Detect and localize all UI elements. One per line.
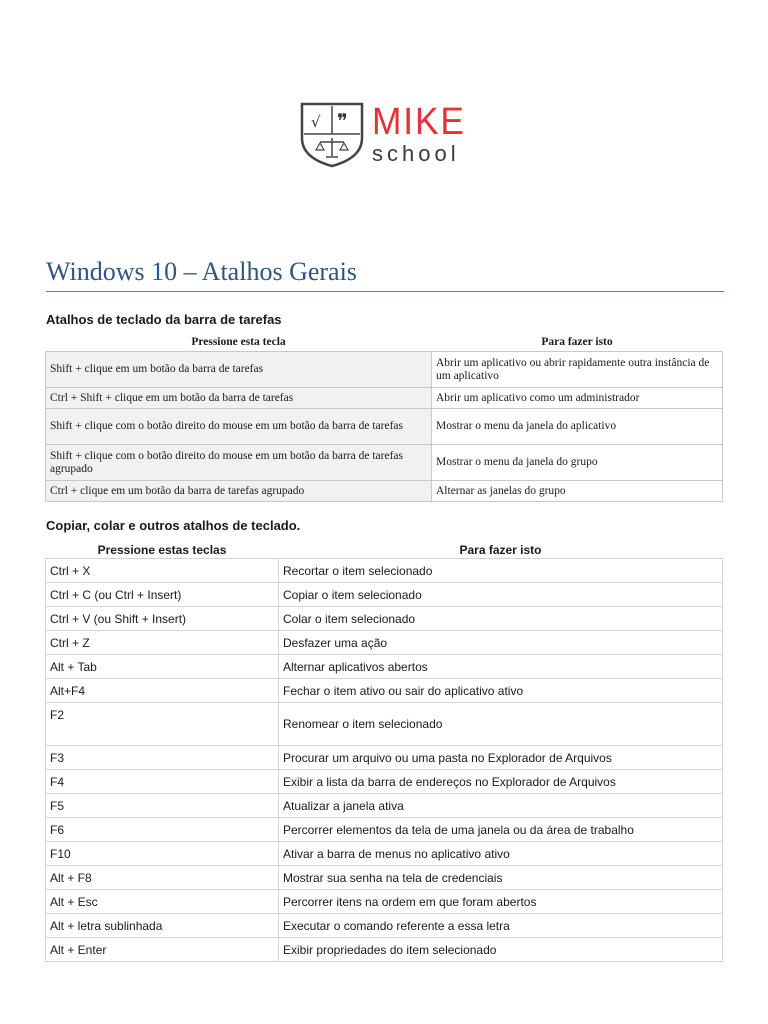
shortcut-action-cell: Renomear o item selecionado bbox=[279, 703, 723, 746]
column-header-key: Pressione esta tecla bbox=[191, 336, 286, 348]
table-row bbox=[46, 481, 723, 502]
shield-logo-icon bbox=[298, 100, 366, 168]
shortcut-key-cell: F3 bbox=[46, 746, 279, 770]
table-row bbox=[46, 818, 723, 842]
table-row bbox=[46, 388, 723, 409]
shortcut-key-cell: Ctrl + Shift + clique em um botão da barra de tarefas bbox=[46, 388, 432, 409]
table-row bbox=[46, 559, 723, 583]
shortcut-action-cell: Mostrar sua senha na tela de credenciais bbox=[279, 866, 723, 890]
shortcut-action-cell: Alternar aplicativos abertos bbox=[279, 655, 723, 679]
shortcut-action-cell: Atualizar a janela ativa bbox=[279, 794, 723, 818]
table-row bbox=[46, 794, 723, 818]
shortcut-key-cell: F10 bbox=[46, 842, 279, 866]
taskbar-shortcuts-heading: Atalhos de teclado da barra de tarefas bbox=[46, 312, 282, 327]
page-title: Windows 10 – Atalhos Gerais bbox=[46, 257, 357, 286]
table-row bbox=[46, 703, 723, 746]
shortcut-key-cell: Shift + clique em um botão da barra de tarefas bbox=[46, 352, 432, 388]
shortcut-key-cell: Alt + letra sublinhada bbox=[46, 914, 279, 938]
shortcut-key-cell: Ctrl + V (ou Shift + Insert) bbox=[46, 607, 279, 631]
table-row bbox=[46, 352, 723, 388]
shortcut-action-cell: Abrir um aplicativo ou abrir rapidamente outra instância de um aplicativo bbox=[432, 352, 723, 388]
table-row bbox=[46, 679, 723, 703]
shortcut-key-cell: Shift + clique com o botão direito do mouse em um botão da barra de tarefas bbox=[46, 409, 432, 445]
shortcut-action-cell: Percorrer itens na ordem em que foram abertos bbox=[279, 890, 723, 914]
shortcut-action-cell: Recortar o item selecionado bbox=[279, 559, 723, 583]
shortcut-key-cell: F6 bbox=[46, 818, 279, 842]
shortcut-action-cell: Abrir um aplicativo como um administrador bbox=[432, 388, 723, 409]
shortcut-key-cell: Ctrl + C (ou Ctrl + Insert) bbox=[46, 583, 279, 607]
title-underline bbox=[46, 291, 724, 292]
logo-subtitle: school bbox=[372, 141, 460, 166]
shortcut-action-cell: Fechar o item ativo ou sair do aplicativo ativo bbox=[279, 679, 723, 703]
shortcut-action-cell: Mostrar o menu da janela do grupo bbox=[432, 445, 723, 481]
shortcut-key-cell: Alt + F8 bbox=[46, 866, 279, 890]
shortcut-action-cell: Executar o comando referente a essa letra bbox=[279, 914, 723, 938]
taskbar-shortcuts-table bbox=[45, 334, 723, 502]
table-header-row bbox=[46, 541, 723, 559]
table-header-row bbox=[46, 334, 723, 352]
table-row bbox=[46, 746, 723, 770]
mike-school-logo bbox=[298, 100, 473, 170]
shortcut-key-cell: F5 bbox=[46, 794, 279, 818]
shortcut-action-cell: Exibir propriedades do item selecionado bbox=[279, 938, 723, 962]
table-row bbox=[46, 914, 723, 938]
table-row bbox=[46, 866, 723, 890]
column-header-action: Para fazer isto bbox=[541, 336, 613, 348]
svg-text:√: √ bbox=[311, 113, 321, 131]
table-row bbox=[46, 445, 723, 481]
shortcut-action-cell: Colar o item selecionado bbox=[279, 607, 723, 631]
table-row bbox=[46, 842, 723, 866]
shortcut-key-cell: F2 bbox=[46, 703, 279, 746]
table-row bbox=[46, 890, 723, 914]
shortcut-action-cell: Alternar as janelas do grupo bbox=[432, 481, 723, 502]
shortcut-action-cell: Desfazer uma ação bbox=[279, 631, 723, 655]
svg-text:❞: ❞ bbox=[337, 109, 348, 133]
column-header-action: Para fazer isto bbox=[459, 542, 542, 557]
shortcut-action-cell: Percorrer elementos da tela de uma janela ou da área de trabalho bbox=[279, 818, 723, 842]
shortcut-key-cell: Shift + clique com o botão direito do mouse em um botão da barra de tarefas agrupado bbox=[46, 445, 432, 481]
shortcut-key-cell: Ctrl + X bbox=[46, 559, 279, 583]
table-row bbox=[46, 770, 723, 794]
shortcut-action-cell: Mostrar o menu da janela do aplicativo bbox=[432, 409, 723, 445]
shortcut-key-cell: Alt + Esc bbox=[46, 890, 279, 914]
table-row bbox=[46, 631, 723, 655]
table-row bbox=[46, 409, 723, 445]
table-row bbox=[46, 583, 723, 607]
shortcut-key-cell: F4 bbox=[46, 770, 279, 794]
copy-paste-shortcuts-heading: Copiar, colar e outros atalhos de teclado. bbox=[46, 518, 301, 533]
shortcut-action-cell: Ativar a barra de menus no aplicativo ativo bbox=[279, 842, 723, 866]
shortcut-key-cell: Alt+F4 bbox=[46, 679, 279, 703]
copy-paste-shortcuts-table bbox=[45, 541, 723, 962]
shortcut-action-cell: Copiar o item selecionado bbox=[279, 583, 723, 607]
logo-brand: MIKE bbox=[372, 101, 466, 143]
shortcut-action-cell: Exibir a lista da barra de endereços no Explorador de Arquivos bbox=[279, 770, 723, 794]
shortcut-key-cell: Ctrl + clique em um botão da barra de tarefas agrupado bbox=[46, 481, 432, 502]
table-row bbox=[46, 655, 723, 679]
table-row bbox=[46, 607, 723, 631]
shortcut-key-cell: Alt + Tab bbox=[46, 655, 279, 679]
shortcut-action-cell: Procurar um arquivo ou uma pasta no Explorador de Arquivos bbox=[279, 746, 723, 770]
shortcut-key-cell: Ctrl + Z bbox=[46, 631, 279, 655]
table-row bbox=[46, 938, 723, 962]
shortcut-key-cell: Alt + Enter bbox=[46, 938, 279, 962]
column-header-keys: Pressione estas teclas bbox=[97, 542, 227, 557]
